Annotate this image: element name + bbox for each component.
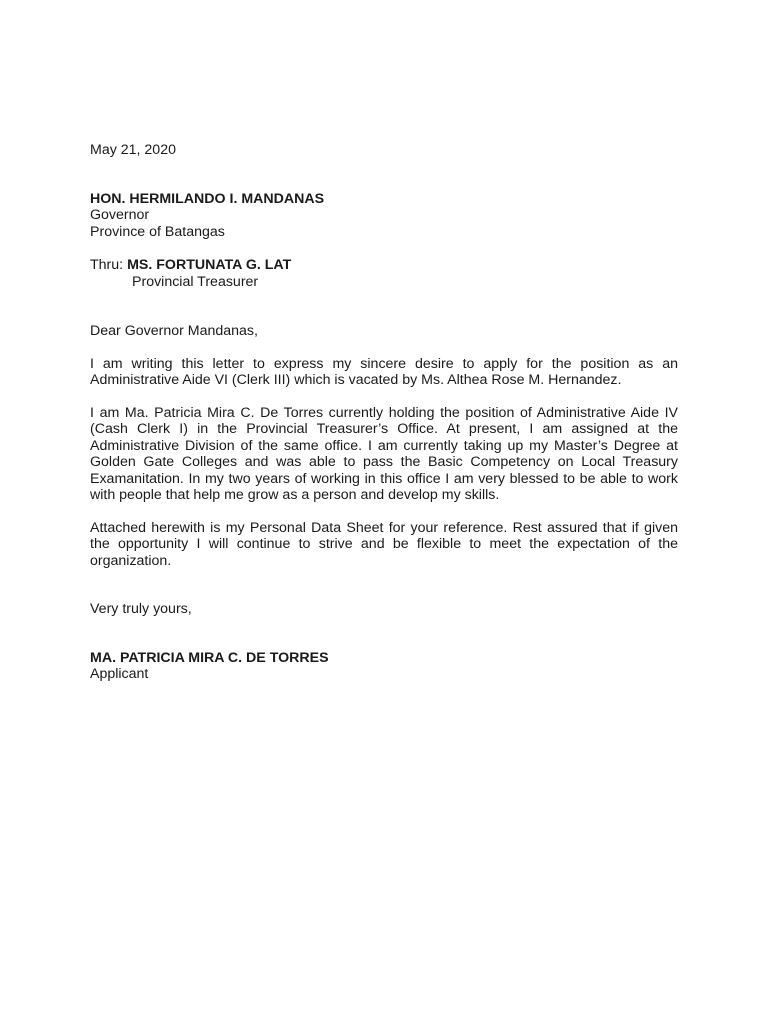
recipient-title: Governor xyxy=(90,207,150,223)
thru-block xyxy=(90,257,678,290)
recipient-block xyxy=(90,191,678,241)
body-paragraph-2: I am Ma. Patricia Mira C. De Torres currently holding the position of Administrative Aide IV (Cash Clerk I) in the Provincial Treasurer’s Office. At present, I am assigned at the Administrative Division of the same office. I am currently taking up my Master’s Degree at Golden Gate Colleges and was able to pass the Basic Competency on Local Treasury Examanitation. In my two years of working in this office I am very blessed to be able to work with people that help me grow as a person and develop my skills. xyxy=(90,404,678,503)
signatory-name: MA. PATRICIA MIRA C. DE TORRES xyxy=(90,649,329,666)
recipient-name: HON. HERMILANDO I. MANDANAS xyxy=(90,190,325,207)
signatory-block xyxy=(90,650,678,683)
body-paragraph-3: Attached herewith is my Personal Data Sheet for your reference. Rest assured that if given the opportunity I will continue to strive and be flexible to meet the expectation of the organization. xyxy=(90,519,678,569)
letter-date: May 21, 2020 xyxy=(90,142,176,158)
thru-label: Thru: xyxy=(90,257,124,273)
signatory-title: Applicant xyxy=(90,666,149,682)
salutation: Dear Governor Mandanas, xyxy=(90,323,258,339)
recipient-organization: Province of Batangas xyxy=(90,223,225,240)
thru-title: Provincial Treasurer xyxy=(132,273,259,290)
closing: Very truly yours, xyxy=(90,601,192,617)
body-paragraph-1: I am writing this letter to express my sincere desire to apply for the position as an Administrative Aide VI (Clerk III) which is vacated by Ms. Althea Rose M. Hernandez. xyxy=(90,355,678,388)
thru-name: MS. FORTUNATA G. LAT xyxy=(127,257,292,273)
letter-page xyxy=(90,142,678,683)
